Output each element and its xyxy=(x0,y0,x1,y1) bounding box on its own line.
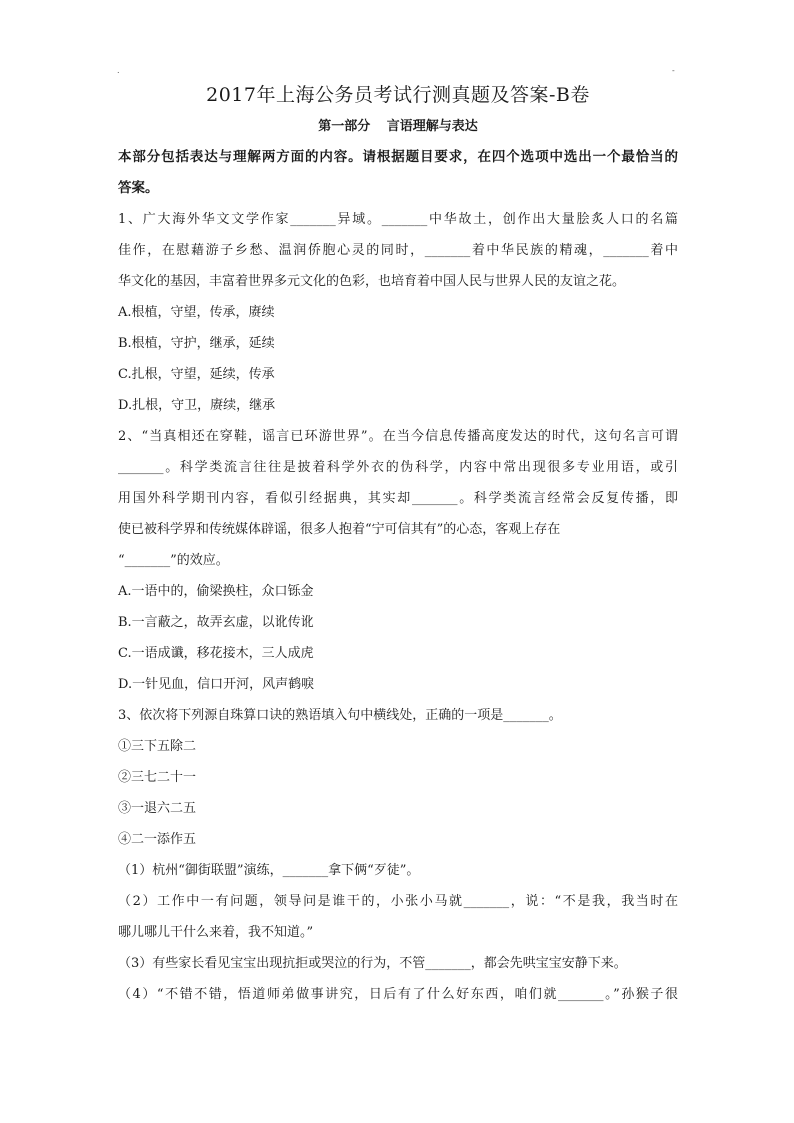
sentence-item: （3）有些家长看见宝宝出现抗拒或哭泣的行为，不管_______，都会先哄宝宝安静下来。 xyxy=(118,956,627,971)
sentence-item: （1）杭州“御街联盟”演练，_______拿下俩“歹徒”。 xyxy=(118,863,420,878)
option-c: C.一语成谶，移花接木，三人成虎 xyxy=(118,646,314,661)
idiom-item: ②三七二十一 xyxy=(118,770,197,785)
corner-mark-right: - xyxy=(672,66,675,75)
idiom-item: ④二一添作五 xyxy=(118,832,197,847)
question-1-text: 佳作，在慰藉游子乡愁、温润侨胞心灵的同时，_______着中华民族的精魂，_______着中 xyxy=(118,243,678,258)
sentence-item: 哪儿哪儿干什么来着，我不知道。” xyxy=(118,925,314,940)
option-d: D.扎根，守卫，赓续，继承 xyxy=(118,398,276,413)
idiom-item: ①三下五除二 xyxy=(118,739,197,754)
question-2-text: 2、“当真相还在穿鞋，谣言已环游世界”。在当今信息传播高度发达的时代，这句名言可谓 xyxy=(118,429,678,444)
question-2-text: 用国外科学期刊内容，看似引经据典，其实却_______。科学类流言经常会反复传播，即 xyxy=(118,491,678,506)
question-2-text: “_______”的效应。 xyxy=(118,553,229,568)
instructions-line: 本部分包括表达与理解两方面的内容。请根据题目要求，在四个选项中选出一个最恰当的 xyxy=(118,149,678,165)
option-b: B.根植，守护，继承，延续 xyxy=(118,336,275,351)
option-a: A.根植，守望，传承，赓续 xyxy=(118,305,275,320)
section-heading: 第一部分 言语理解与表达 xyxy=(318,119,478,134)
option-d: D.一针见血，信口开河，风声鹤唳 xyxy=(118,677,315,692)
option-b: B.一言蔽之，故弄玄虚，以讹传讹 xyxy=(118,615,314,630)
sentence-item: （4）“不错不错，悟道师弟做事讲究，日后有了什么好东西，咱们就_______。”孙猴子很 xyxy=(118,987,678,1002)
sentence-item: （2）工作中一有问题，领导问是谁干的，小张小马就_______，说：“不是我，我当时在 xyxy=(118,894,678,909)
corner-mark-left: . xyxy=(117,66,120,75)
question-2-text: _______。科学类流言往往是披着科学外衣的伪科学，内容中常出现很多专业用语，或引 xyxy=(118,460,678,475)
document-page xyxy=(118,78,678,1010)
question-1-text: 1、广大海外华文文学作家_______异域。_______中华故土，创作出大量脍炙人口的名篇 xyxy=(118,212,678,227)
option-a: A.一语中的，偷梁换柱，众口铄金 xyxy=(118,584,314,599)
idiom-item: ③一退六二五 xyxy=(118,801,197,816)
question-2-text: 使已被科学界和传统媒体辟谣，很多人抱着“宁可信其有”的心态，客观上存在 xyxy=(118,522,561,537)
question-1-text: 华文化的基因，丰富着世界多元文化的色彩，也培育着中国人民与世界人民的友谊之花。 xyxy=(118,274,626,289)
document-title: 2017年上海公务员考试行测真题及答案-B卷 xyxy=(206,84,590,106)
instructions-line: 答案。 xyxy=(118,180,159,196)
question-3-text: 3、依次将下列源自珠算口诀的熟语填入句中横线处，正确的一项是_______。 xyxy=(118,708,562,723)
option-c: C.扎根，守望，延续，传承 xyxy=(118,367,275,382)
